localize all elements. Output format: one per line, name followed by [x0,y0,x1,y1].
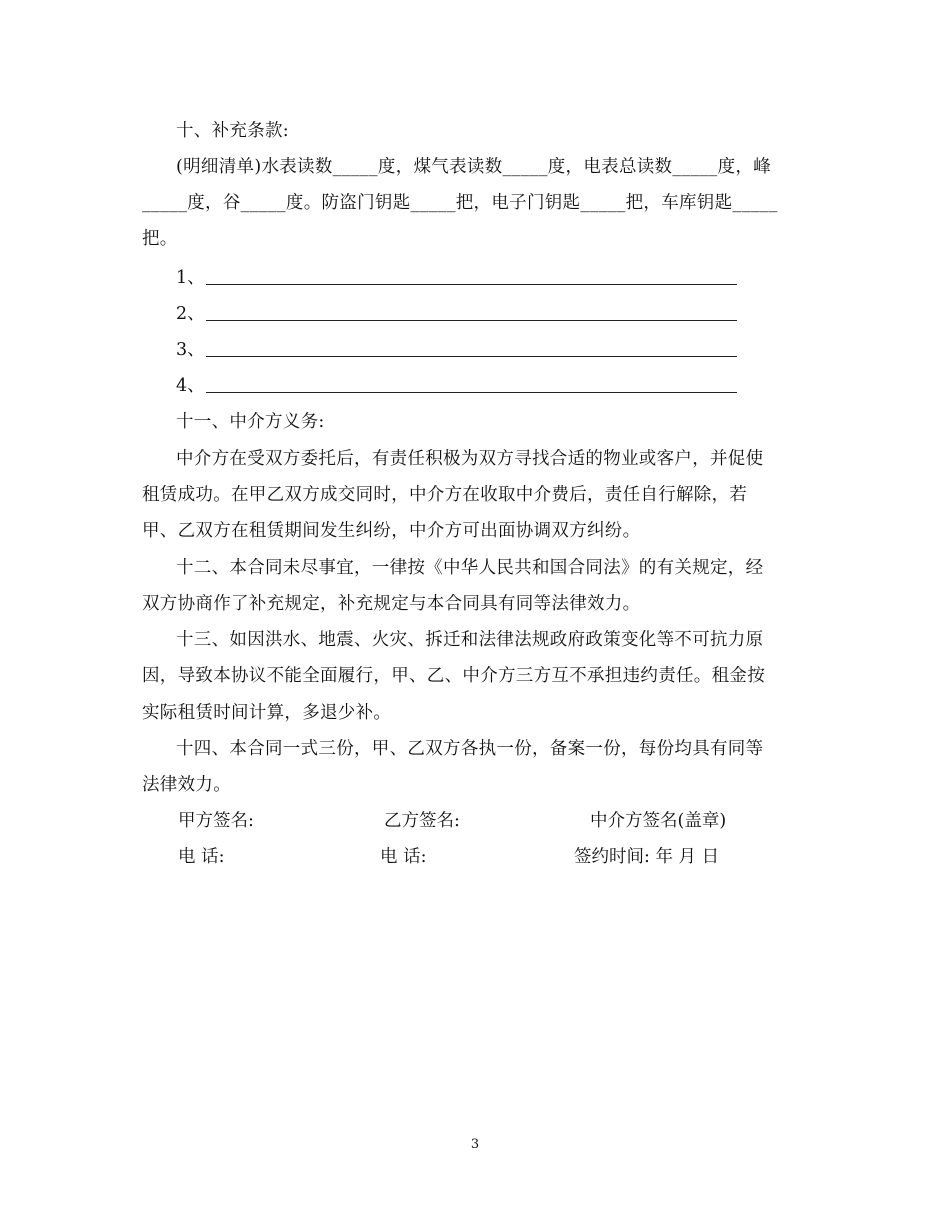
clause-13-text: 因，导致本协议不能全面履行，甲、乙、中介方三方互不承担违约责任。租金按 [142,666,765,686]
clause-11-text: 甲、乙双方在租赁期间发生纠纷，中介方可出面协调双方纠纷。 [142,521,641,541]
clause-10-detail-line: _____度，谷_____度。防盗门钥匙_____把，电子门钥匙_____把，车库钥匙_____ [142,193,778,213]
clause-12-text: 双方协商作了补充规定，补充规定与本合同具有同等法律效力。 [142,594,641,614]
clause-13-text: 实际租赁时间计算，多退少补。 [142,703,392,723]
clause-14-text: 法律效力。 [142,775,231,795]
clause-12-text: 十二、本合同未尽事宜，一律按《中华人民共和国合同法》的有关规定，经 [176,558,764,578]
blank-fill-line [206,284,737,285]
clause-10-detail-line: (明细清单)水表读数_____度，煤气表读数_____度，电表总读数_____度，峰 [176,157,772,177]
blank-item-number: 3、 [176,340,205,360]
party-a-signature-label: 甲方签名: [178,811,254,831]
page-number: 3 [470,1137,480,1152]
party-a-phone-label: 电 话: [178,847,225,867]
agent-signature-label: 中介方签名(盖章) [590,811,727,831]
party-b-signature-label: 乙方签名: [384,811,460,831]
clause-11-text: 中介方在受双方委托后，有责任积极为双方寻找合适的物业或客户，并促使 [176,449,764,469]
clause-10-heading: 十、补充条款: [176,121,289,141]
clause-11-heading: 十一、中介方义务: [176,412,325,432]
clause-13-text: 十三、如因洪水、地震、火灾、拆迁和法律法规政府政策变化等不可抗力原 [176,630,764,650]
blank-item-number: 4、 [176,376,205,396]
clause-10-detail-line: 把。 [142,229,178,249]
party-b-phone-label: 电 话: [380,847,427,867]
blank-fill-line [206,392,737,393]
clause-14-text: 十四、本合同一式三份，甲、乙双方各执一份，备案一份，每份均具有同等 [176,739,764,759]
clause-11-text: 租赁成功。在甲乙双方成交同时，中介方在收取中介费后，责任自行解除，若 [142,485,748,505]
blank-item-number: 2、 [176,304,205,324]
signing-date-label: 签约时间: 年 月 日 [574,847,720,867]
blank-fill-line [206,356,737,357]
blank-item-number: 1、 [176,268,205,288]
blank-fill-line [206,320,737,321]
